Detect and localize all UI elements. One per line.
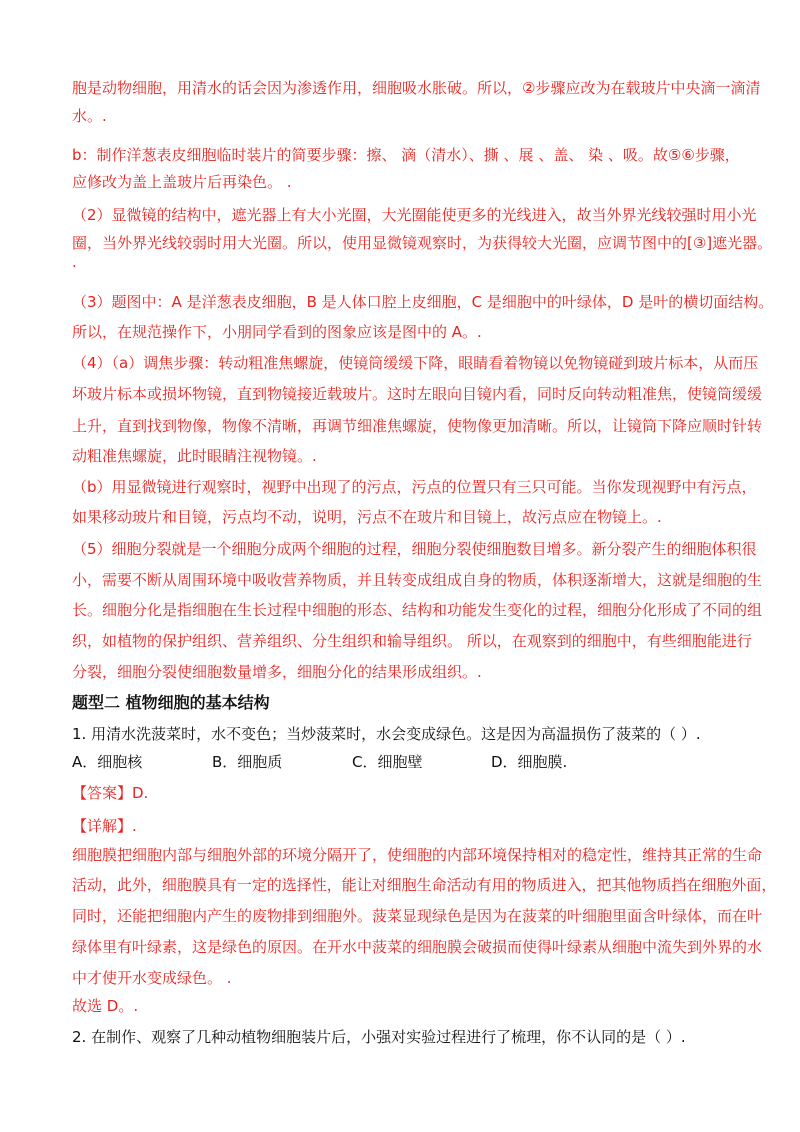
question-stem: 2. 在制作、观察了几种动植物细胞装片后，小强对实验过程进行了梳理，你不认同的是（ ）.	[72, 1028, 686, 1046]
analysis-line: .	[72, 253, 77, 271]
detail-line: 绿体里有叶绿素，这是绿色的原因。在开水中菠菜的细胞膜会破损而使得叶绿素从细胞中流失到外界的水	[72, 938, 763, 956]
analysis-line: （b）用显微镜进行观察时，视野中出现了的污点，污点的位置只有三只可能。当你发现视野中有污点，	[72, 478, 757, 496]
detail-line: 细胞膜把细胞内部与细胞外部的环境分隔开了，使细胞的内部环境保持相对的稳定性，维持其正常的生命	[72, 846, 763, 864]
analysis-line: 所以，在规范操作下，小朋同学看到的图象应该是图中的 A。.	[72, 323, 482, 341]
analysis-line: b：制作洋葱表皮细胞临时装片的简要步骤：擦、 滴（清水）、撕 、展 、盖、 染 、吸。故⑤⑥步骤，	[72, 146, 740, 164]
section-heading: 题型二 植物细胞的基本结构	[72, 693, 270, 712]
analysis-line: （2）显微镜的结构中，遮光器上有大小光圈，大光圈能使更多的光线进入，故当外界光线较强时用小光	[72, 206, 757, 224]
analysis-line: 坏玻片标本或损坏物镜，直到物镜接近载玻片。这时左眼向目镜内看，同时反向转动粗准焦，使镜筒缓缓	[72, 385, 763, 403]
analysis-line: 应修改为盖上盖玻片后再染色。 .	[72, 173, 292, 191]
option-d: D．细胞膜.	[491, 753, 568, 771]
option-b: B．细胞质	[212, 753, 283, 771]
analysis-line: 胞是动物细胞，用清水的话会因为渗透作用，细胞吸水胀破。所以，②步骤应改为在载玻片中央滴一滴清	[72, 79, 761, 97]
analysis-line: 圈，当外界光线较弱时用大光圈。所以，使用显微镜观察时，为获得较大光圈，应调节图中的[③]遮光器。	[72, 234, 773, 252]
analysis-line: （3）题图中：A 是洋葱表皮细胞，B 是人体口腔上皮细胞，C 是细胞中的叶绿体，D 是叶的横切面结构。	[72, 293, 774, 311]
question-stem: 1. 用清水洗菠菜时，水不变色；当炒菠菜时，水会变成绿色。这是因为高温损伤了菠菜的（ ）.	[72, 725, 701, 743]
analysis-line: 动粗准焦螺旋，此时眼睛注视物镜。.	[72, 447, 317, 465]
conclusion-line: 故选 D。.	[72, 997, 139, 1015]
detail-label: 【详解】.	[72, 817, 137, 835]
analysis-line: 水。.	[72, 107, 107, 125]
analysis-line: 长。细胞分化是指细胞在生长过程中细胞的形态、结构和功能发生变化的过程，细胞分化形成了不同的组	[72, 601, 763, 619]
analysis-line: 如果移动玻片和目镜，污点均不动，说明，污点不在玻片和目镜上，故污点应在物镜上。.	[72, 508, 662, 526]
analysis-line: 上升，直到找到物像，物像不清晰，再调节细准焦螺旋，使物像更加清晰。所以，让镜筒下降应顺时针转	[72, 417, 763, 435]
detail-line: 活动，此外，细胞膜具有一定的选择性，能让对细胞生命活动有用的物质进入，把其他物质挡在细胞外面，	[72, 876, 777, 894]
analysis-line: 小，需要不断从周围环境中吸收营养物质，并且转变成组成自身的物质，体积逐渐增大，这就是细胞的生	[72, 571, 763, 589]
option-c: C．细胞壁	[352, 753, 423, 771]
detail-line: 同时，还能把细胞内产生的废物排到细胞外。菠菜显现绿色是因为在菠菜的叶细胞里面含叶绿体，而在叶	[72, 907, 763, 925]
analysis-line: 分裂，细胞分裂使细胞数量增多，细胞分化的结果形成组织。.	[72, 663, 482, 681]
detail-line: 中才使开水变成绿色。 .	[72, 969, 232, 987]
answer-line: 【答案】D.	[72, 784, 149, 802]
option-a: A．细胞核	[72, 753, 143, 771]
analysis-line: （5）细胞分裂就是一个细胞分成两个细胞的过程，细胞分裂使细胞数目增多。新分裂产生的细胞体积很	[72, 540, 757, 558]
analysis-line: （4）（a）调焦步骤：转动粗准焦螺旋，使镜筒缓缓下降，眼睛看着物镜以免物镜碰到玻片标本，从而压	[72, 354, 759, 372]
analysis-line: 织，如植物的保护组织、营养组织、分生组织和输导组织。 所以，在观察到的细胞中，有些细胞能进行	[72, 632, 752, 650]
